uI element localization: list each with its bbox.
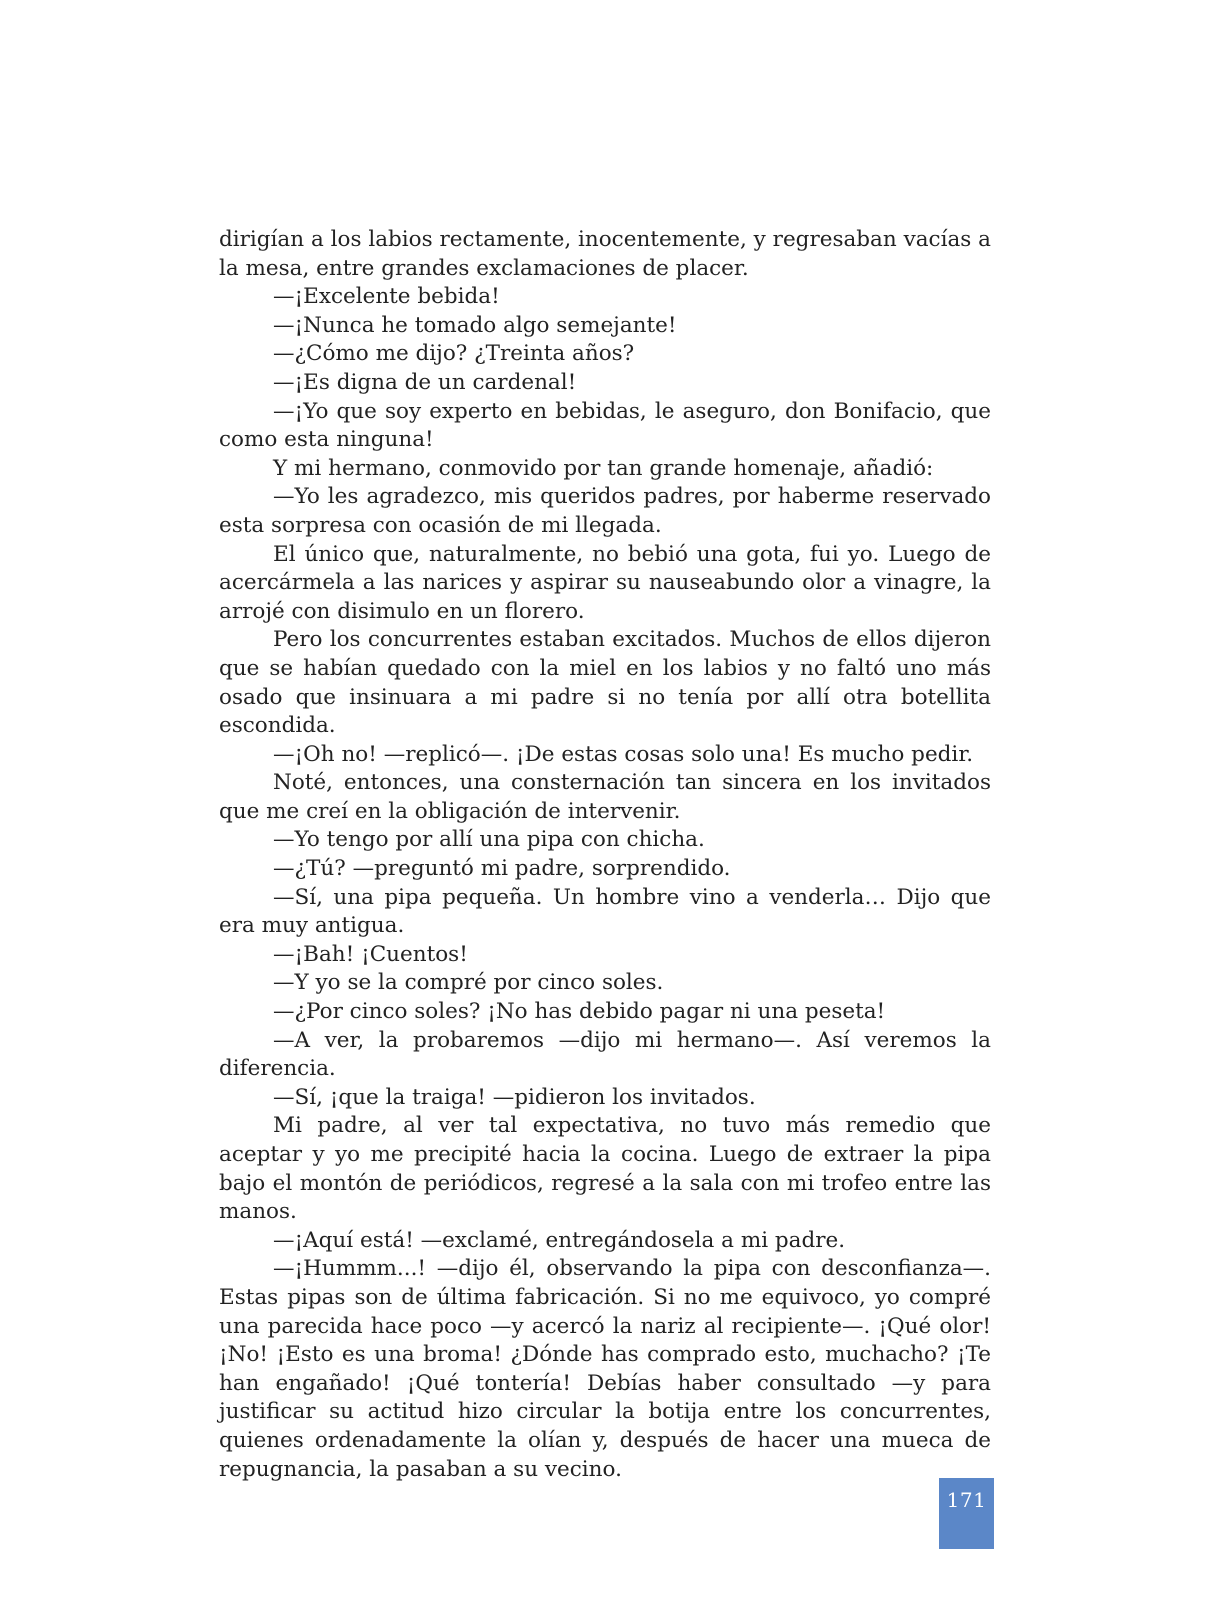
dialogue-line: —¿Por cinco soles? ¡No has debido pagar ni una peseta!: [273, 999, 886, 1025]
dialogue-line: —Y yo se la compré por cinco soles.: [273, 970, 664, 996]
paragraph-continuation: dirigían a los labios rectamente, inocentemente, y regresaban vacías a la mesa, entre grandes exclamaciones de placer.: [219, 227, 991, 281]
page-number-badge: [939, 1478, 994, 1549]
paragraph: Mi padre, al ver tal expectativa, no tuvo más remedio que aceptar y yo me precipité hacia la cocina. Luego de extraer la pipa bajo el montón de periódicos, regresé a la sala con mi trofeo entre las manos.: [219, 1113, 991, 1225]
dialogue-line: —¡Hummm...! —dijo él, observando la pipa con desconfianza—. Estas pipas son de última fabricación. Si no me equivoco, yo compré una parecida hace poco —y acercó la nariz al recipiente—. ¡Qué olor! ¡No! ¡Esto es una broma! ¿Dónde has comprado esto, muchacho? ¡Te han engañado! ¡Qué tontería! Debías haber consultado —y para justificar su actitud hizo circular la botija entre los concurrentes, quienes ordenadamente la olían y, después de hacer una mueca de repugnancia, la pasaban a su vecino.: [219, 1256, 991, 1482]
dialogue-line: —Sí, una pipa pequeña. Un hombre vino a venderla… Dijo que era muy antigua.: [219, 884, 991, 939]
dialogue-line: —Yo les agradezco, mis queridos padres, por haberme reservado esta sorpresa con ocasión de mi llegada.: [219, 484, 991, 538]
paragraph: Pero los concurrentes estaban excitados. Muchos de ellos dijeron que se habían quedado con la miel en los labios y no faltó uno más osado que insinuara a mi padre si no tenía por allí otra botellita escondida.: [219, 627, 991, 739]
dialogue-line: —Sí, ¡que la traiga! —pidieron los invitados.: [273, 1084, 756, 1110]
dialogue-line: —¿Tú? —preguntó mi padre, sorprendido.: [273, 856, 731, 882]
dialogue-line: —Yo tengo por allí una pipa con chicha.: [273, 827, 705, 853]
dialogue-line: —¡Yo que soy experto en bebidas, le aseguro, don Bonifacio, que como esta ninguna!: [219, 398, 991, 453]
dialogue-line: —¿Cómo me dijo? ¿Treinta años?: [273, 341, 635, 367]
paragraph: Y mi hermano, conmovido por tan grande homenaje, añadió:: [273, 455, 934, 481]
dialogue-line: —¡Oh no! —replicó—. ¡De estas cosas solo una! Es mucho pedir.: [273, 741, 974, 767]
dialogue-line: —¡Bah! ¡Cuentos!: [273, 941, 468, 967]
dialogue-line: —¡Es digna de un cardenal!: [273, 369, 577, 395]
paragraph: El único que, naturalmente, no bebió una gota, fui yo. Luego de acercármela a las narices y aspirar su nauseabundo olor a vinagre, la arrojé con disimulo en un florero.: [219, 541, 991, 624]
body-text: [219, 226, 991, 1484]
dialogue-line: —¡Nunca he tomado algo semejante!: [273, 312, 677, 338]
dialogue-line: —¡Aquí está! —exclamé, entregándosela a mi padre.: [273, 1227, 846, 1253]
page-number: 171: [946, 1488, 987, 1512]
paragraph: Noté, entonces, una consternación tan sincera en los invitados que me creí en la obligación de intervenir.: [219, 770, 991, 824]
dialogue-line: —A ver, la probaremos —dijo mi hermano—. Así veremos la diferencia.: [219, 1027, 991, 1082]
dialogue-line: —¡Excelente bebida!: [273, 284, 500, 310]
